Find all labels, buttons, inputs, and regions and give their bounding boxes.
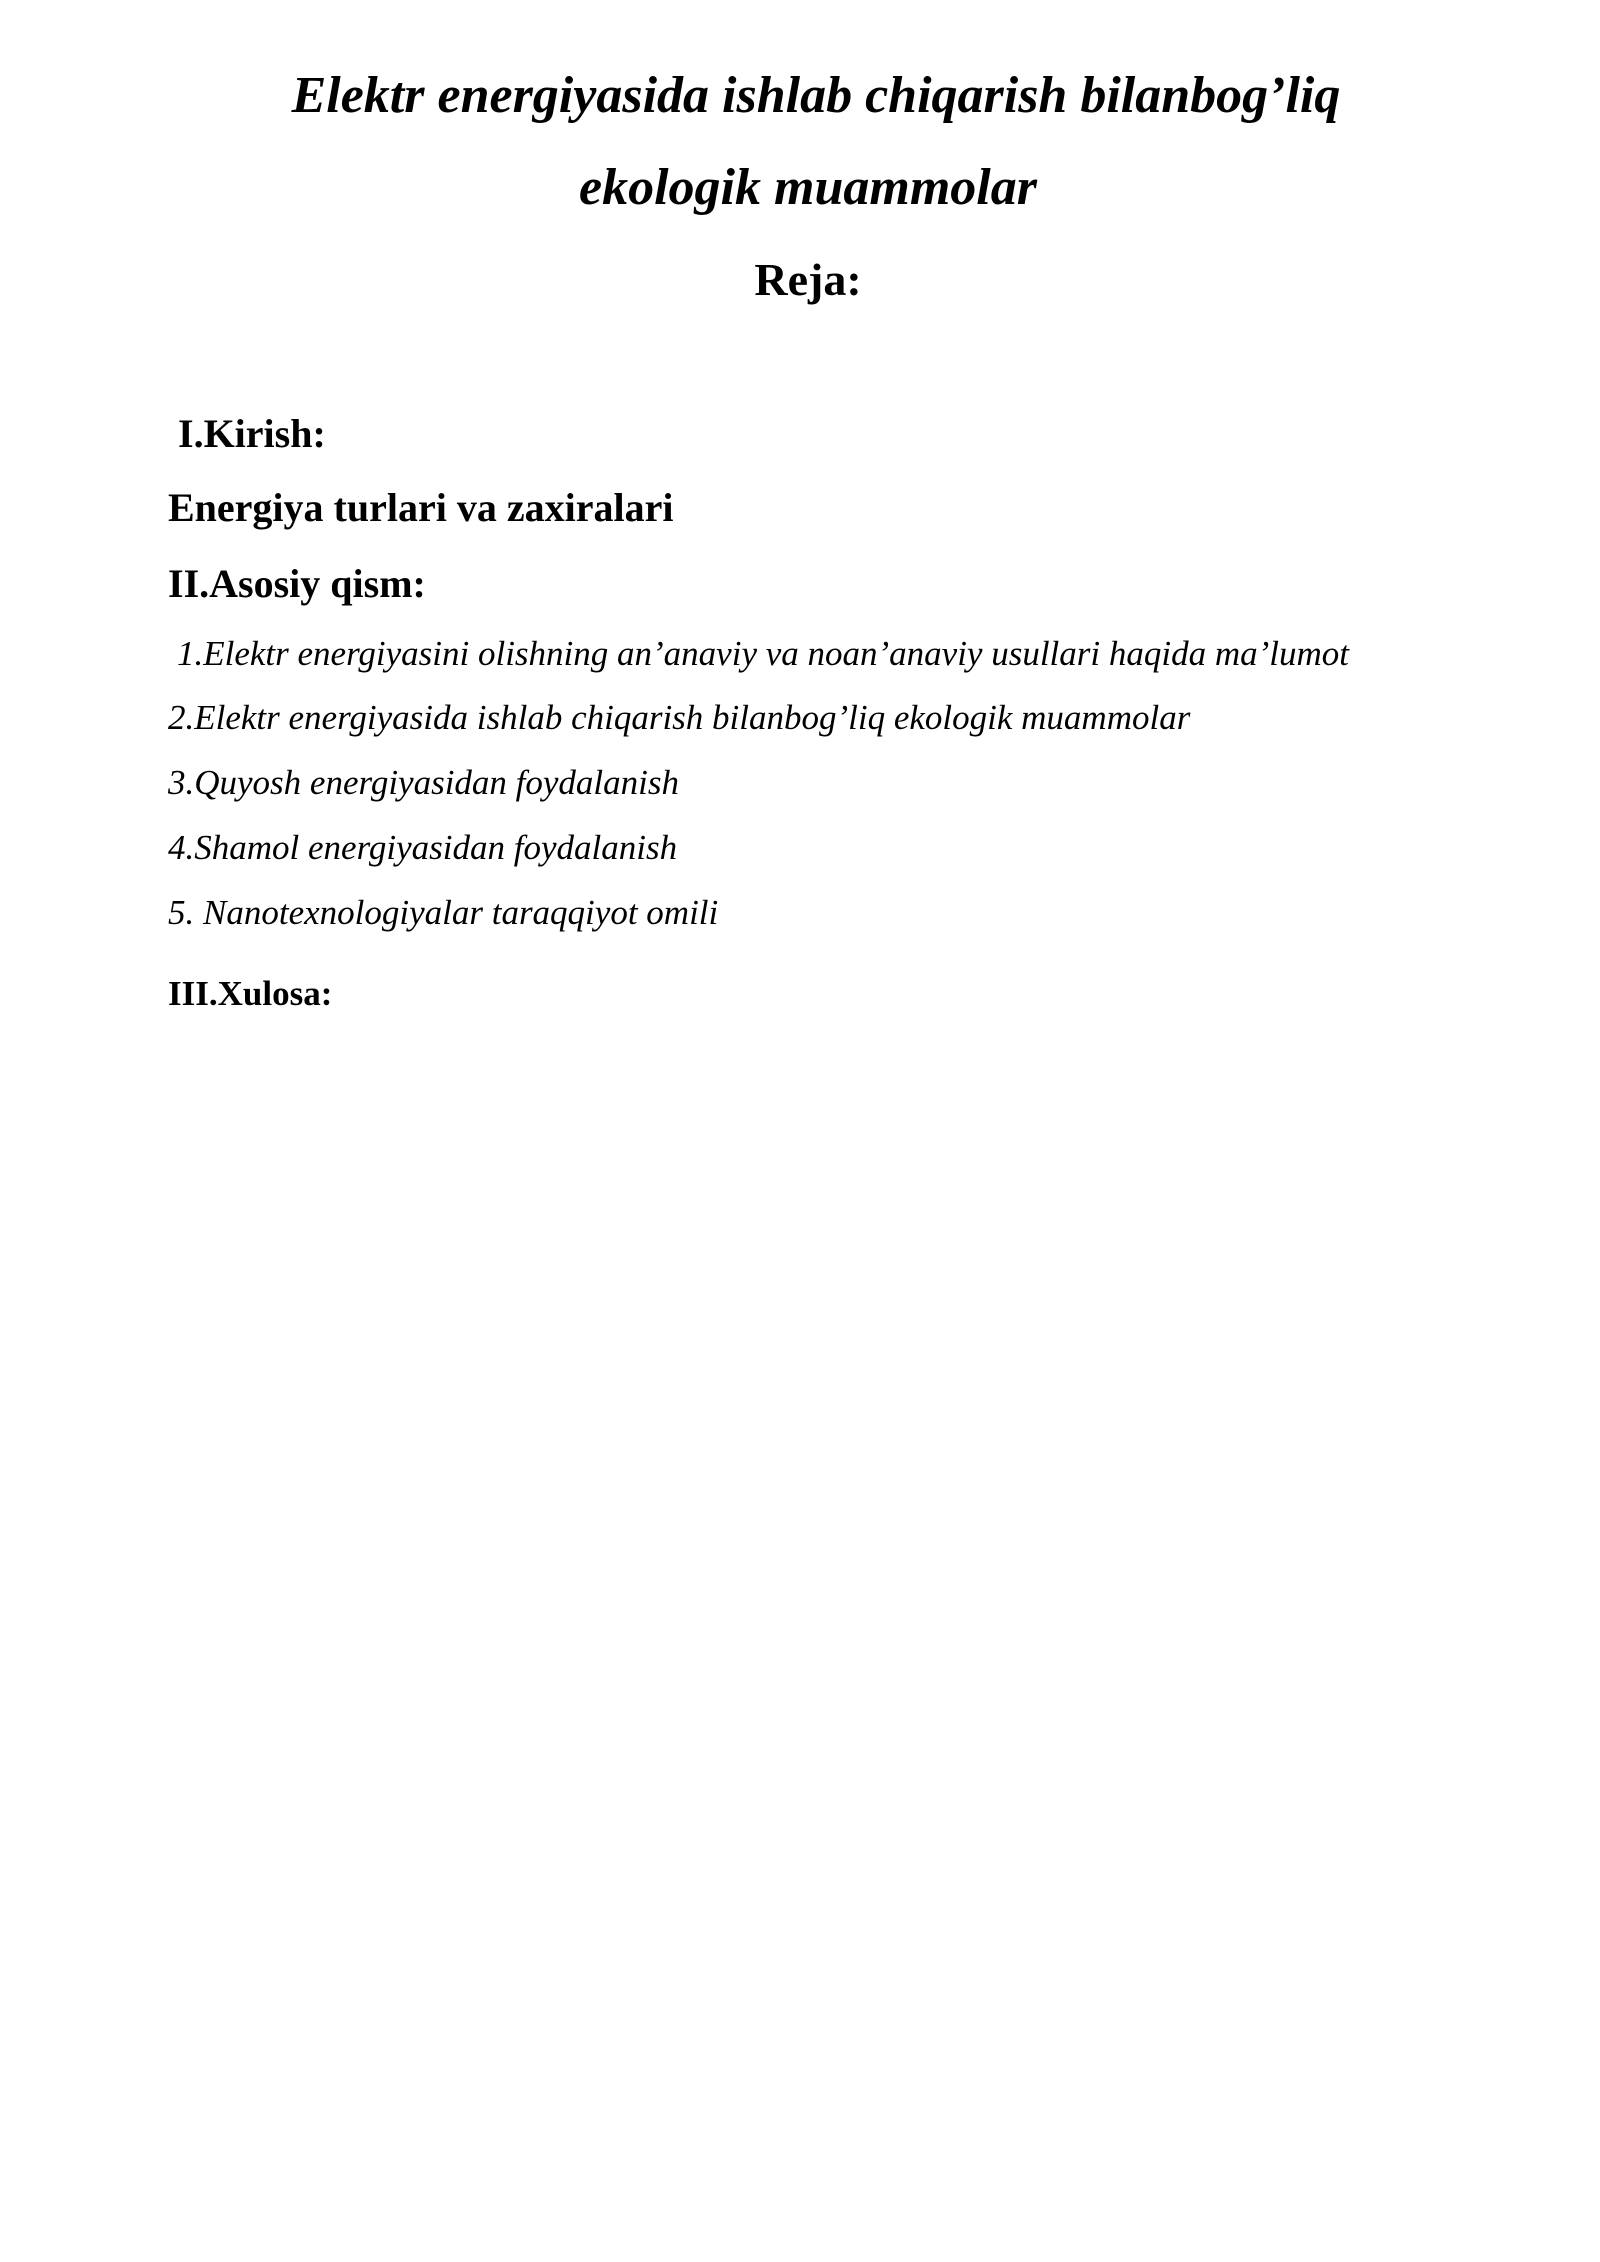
section-heading-energiya: Energiya turlari va zaxiralari xyxy=(168,485,674,530)
document-title-line-1: Elektr energiyasida ishlab chiqarish bilanbog’liq xyxy=(291,67,1341,124)
plan-item-3: 3.Quyosh energiyasidan foydalanish xyxy=(168,763,680,802)
plan-item-1: 1.Elektr energiyasini olishning an’anaviy va noan’anaviy usullari haqida ma’lumot xyxy=(177,634,1350,673)
section-heading-xulosa: III.Xulosa: xyxy=(168,974,333,1013)
section-heading-kirish: I.Kirish: xyxy=(178,411,326,456)
document-title-line-2: ekologik muammolar xyxy=(579,159,1037,216)
plan-item-4: 4.Shamol energiyasidan foydalanish xyxy=(168,828,678,867)
plan-item-2: 2.Elektr energiyasida ishlab chiqarish bilanbog’liq ekologik muammolar xyxy=(168,698,1191,737)
section-heading-asosiy: II.Asosiy qism: xyxy=(168,561,426,606)
plan-item-5: 5. Nanotexnologiyalar taraqqiyot omili xyxy=(168,893,719,932)
plan-heading: Reja: xyxy=(754,254,862,305)
